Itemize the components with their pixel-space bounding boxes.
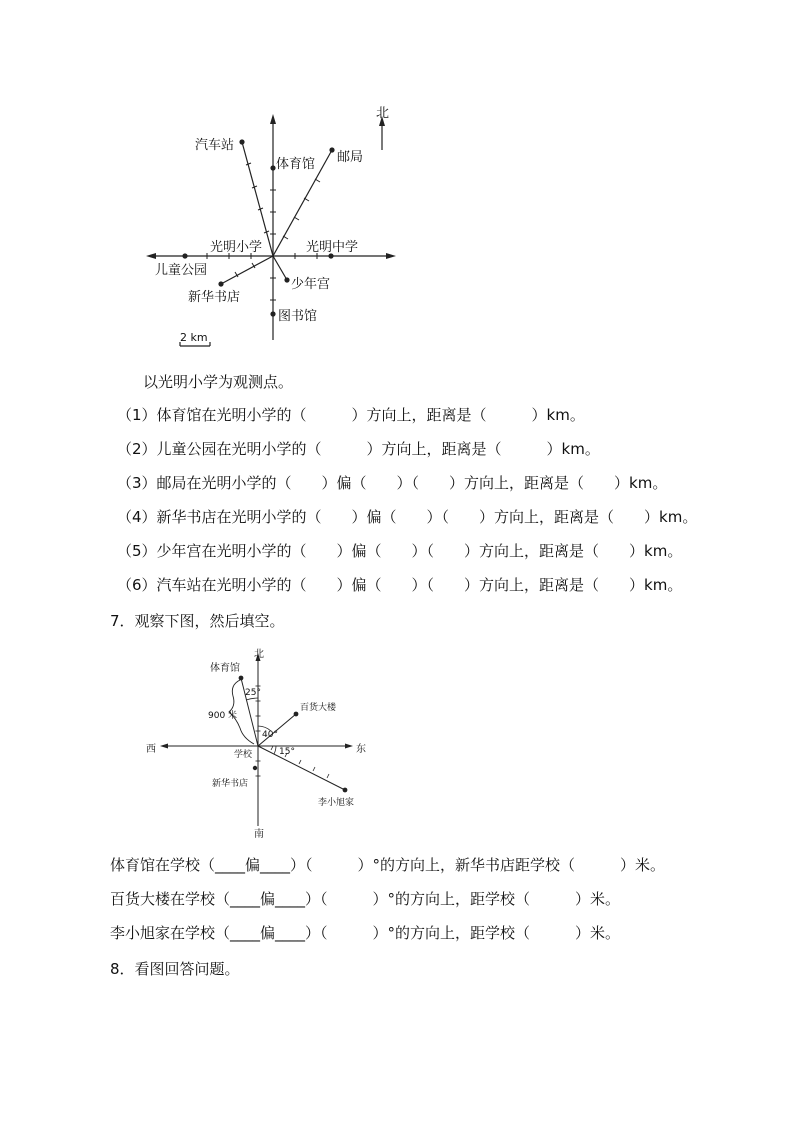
map-2-diagram bbox=[0, 640, 794, 840]
map1-label-youju: 邮局 bbox=[337, 150, 364, 165]
map1-scale-label: 2 km bbox=[180, 331, 208, 344]
q6-item-6: （6）汽车站在光明小学的（ ）偏（ ）（ ）方向上，距离是（ ）km。 bbox=[117, 576, 683, 594]
map2-angle-25: 25° bbox=[245, 688, 261, 698]
q6-item-5: （5）少年宫在光明小学的（ ）偏（ ）（ ）方向上，距离是（ ）km。 bbox=[117, 542, 683, 560]
q7-title: 7．观察下图，然后填空。 bbox=[110, 612, 285, 630]
map2-label-school: 学校 bbox=[234, 750, 253, 760]
map2-label-baihuo: 百货大楼 bbox=[300, 703, 337, 713]
map2-angle-40: 40° bbox=[262, 730, 278, 740]
map2-label-tiyuguan: 体育馆 bbox=[210, 663, 240, 674]
map1-label-xinhua-shudian: 新华书店 bbox=[188, 290, 241, 305]
map2-label-xinhua: 新华书店 bbox=[212, 779, 249, 789]
map1-label-shaoniangong: 少年宫 bbox=[291, 277, 331, 292]
map2-dist-900: 900 米 bbox=[208, 711, 238, 721]
q7-line-3: 李小旭家在学校（____偏____）（ ）°的方向上，距学校（ ）米。 bbox=[110, 924, 621, 942]
map2-label-li-home: 李小旭家 bbox=[318, 798, 355, 808]
q6-item-1: （1）体育馆在光明小学的（ ）方向上，距离是（ ）km。 bbox=[117, 406, 585, 424]
map2-south-label: 南 bbox=[254, 829, 264, 840]
map1-label-qichezhan: 汽车站 bbox=[195, 138, 235, 153]
map2-angle-15: 15° bbox=[279, 747, 295, 757]
map-1-diagram bbox=[0, 0, 794, 360]
q6-item-2: （2）儿童公园在光明小学的（ ）方向上，距离是（ ）km。 bbox=[117, 440, 600, 458]
map1-label-tiyuguan: 体育馆 bbox=[276, 157, 316, 172]
q6-item-3: （3）邮局在光明小学的（ ）偏（ ）（ ）方向上，距离是（ ）km。 bbox=[117, 474, 668, 492]
q6-item-4: （4）新华书店在光明小学的（ ）偏（ ）（ ）方向上，距离是（ ）km。 bbox=[117, 508, 698, 526]
map2-east-label: 东 bbox=[356, 744, 366, 755]
map1-label-guangming-xiaoxue: 光明小学 bbox=[210, 240, 263, 255]
q8-title: 8．看图回答问题。 bbox=[110, 960, 240, 978]
map2-west-label: 西 bbox=[146, 744, 156, 755]
map1-label-ertong-gongyuan: 儿童公园 bbox=[155, 263, 208, 278]
map1-north-label: 北 bbox=[376, 106, 390, 121]
map1-label-guangming-zhongxue: 光明中学 bbox=[306, 240, 359, 255]
map1-label-tushuguan: 图书馆 bbox=[278, 309, 318, 324]
map2-north-label: 北 bbox=[254, 649, 264, 660]
q7-line-1: 体育馆在学校（____偏____）（ ）°的方向上，新华书店距学校（ ）米。 bbox=[110, 856, 666, 874]
q7-line-2: 百货大楼在学校（____偏____）（ ）°的方向上，距学校（ ）米。 bbox=[110, 890, 621, 908]
q6-intro: 以光明小学为观测点。 bbox=[143, 373, 294, 391]
